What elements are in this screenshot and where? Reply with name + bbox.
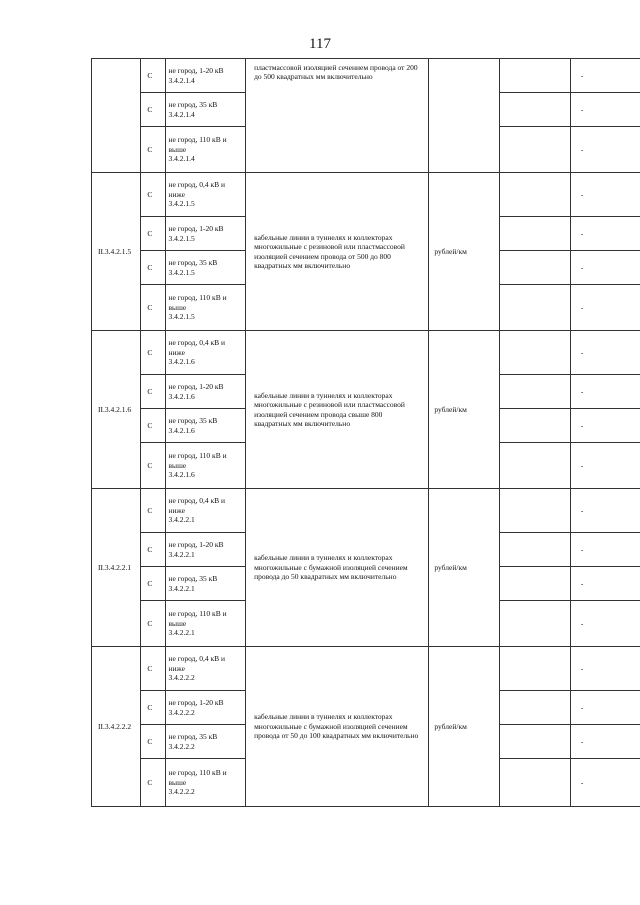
rate-value: - bbox=[499, 647, 640, 691]
tariff-code: II.3.4.2.2.1 bbox=[92, 489, 141, 647]
voltage-line: не город, 35 кВ bbox=[168, 574, 218, 584]
tariff-table-body bbox=[92, 59, 640, 807]
row-type: С bbox=[141, 59, 165, 93]
voltage-line: 3.4.2.2.1 bbox=[168, 628, 195, 638]
voltage-class bbox=[165, 127, 246, 173]
row-type: С bbox=[141, 601, 165, 647]
tariff-code: II.3.4.2.1.5 bbox=[92, 173, 141, 331]
voltage-line: 3.4.2.1.6 bbox=[168, 391, 195, 401]
voltage-line: выше bbox=[168, 460, 187, 470]
table-row bbox=[92, 59, 640, 93]
rate-value: - bbox=[499, 217, 640, 251]
voltage-class bbox=[165, 285, 246, 331]
voltage-line: 3.4.2.2.1 bbox=[168, 583, 195, 593]
tariff-code: II.3.4.2.2.2 bbox=[92, 647, 141, 807]
row-type: С bbox=[141, 409, 165, 443]
voltage-line: 3.4.2.1.6 bbox=[168, 357, 195, 367]
rate-value: - bbox=[499, 443, 640, 489]
row-type: С bbox=[141, 375, 165, 409]
line-description: кабельные линии в туннелях и коллекторах многожильные с бумажной изоляцией сечением провода до 50 квадратных мм включительно bbox=[246, 489, 429, 647]
voltage-line: 3.4.2.2.2 bbox=[168, 787, 195, 797]
rate-value: - bbox=[499, 59, 640, 93]
voltage-line: 3.4.2.1.5 bbox=[168, 233, 195, 243]
voltage-line: ниже bbox=[168, 663, 185, 673]
voltage-line: не город, 35 кВ bbox=[168, 258, 218, 268]
row-type: С bbox=[141, 251, 165, 285]
voltage-class bbox=[165, 331, 246, 375]
unit-of-measure: рублей/км bbox=[429, 647, 499, 807]
voltage-line: не город, 1-20 кВ bbox=[168, 224, 224, 234]
voltage-line: 3.4.2.2.2 bbox=[168, 741, 195, 751]
voltage-line: не город, 1-20 кВ bbox=[168, 698, 224, 708]
voltage-line: 3.4.2.2.1 bbox=[168, 515, 195, 525]
voltage-line: не город, 0,4 кВ и bbox=[168, 654, 225, 664]
rate-value: - bbox=[499, 533, 640, 567]
rate-value: - bbox=[499, 691, 640, 725]
voltage-class bbox=[165, 59, 246, 93]
voltage-line: 3.4.2.1.5 bbox=[168, 199, 195, 209]
voltage-line: 3.4.2.1.4 bbox=[168, 75, 195, 85]
voltage-line: не город, 0,4 кВ и bbox=[168, 338, 225, 348]
voltage-line: 3.4.2.2.1 bbox=[168, 549, 195, 559]
voltage-line: не город, 110 кВ и bbox=[168, 135, 227, 145]
tariff-code bbox=[92, 59, 141, 173]
voltage-line: не город, 110 кВ и bbox=[168, 609, 227, 619]
page-number: 117 bbox=[309, 36, 331, 52]
voltage-line: не город, 35 кВ bbox=[168, 100, 218, 110]
voltage-class bbox=[165, 533, 246, 567]
rate-value: - bbox=[499, 759, 640, 807]
rate-value: - bbox=[499, 375, 640, 409]
row-type: С bbox=[141, 127, 165, 173]
tariff-table bbox=[91, 58, 640, 807]
rate-value: - bbox=[499, 93, 640, 127]
row-type: С bbox=[141, 217, 165, 251]
table-row bbox=[92, 331, 640, 375]
voltage-line: не город, 110 кВ и bbox=[168, 768, 227, 778]
voltage-line: выше bbox=[168, 777, 187, 787]
row-type: С bbox=[141, 489, 165, 533]
voltage-class bbox=[165, 217, 246, 251]
voltage-class bbox=[165, 691, 246, 725]
voltage-class bbox=[165, 725, 246, 759]
voltage-line: 3.4.2.1.5 bbox=[168, 267, 195, 277]
line-description: кабельные линии в туннелях и коллекторах многожильные с бумажной изоляцией сечением провода от 50 до 100 квадратных мм включительно bbox=[246, 647, 429, 807]
voltage-class bbox=[165, 409, 246, 443]
voltage-line: выше bbox=[168, 618, 187, 628]
line-description: пластмассовой изоляцией сечением провода от 200 до 500 квадратных мм включительно bbox=[246, 59, 429, 173]
row-type: С bbox=[141, 173, 165, 217]
voltage-class bbox=[165, 443, 246, 489]
voltage-line: не город, 110 кВ и bbox=[168, 293, 227, 303]
rate-value: - bbox=[499, 409, 640, 443]
voltage-line: выше bbox=[168, 144, 187, 154]
row-type: С bbox=[141, 567, 165, 601]
rate-value: - bbox=[499, 567, 640, 601]
voltage-class bbox=[165, 567, 246, 601]
voltage-line: не город, 1-20 кВ bbox=[168, 382, 224, 392]
row-type: С bbox=[141, 647, 165, 691]
voltage-line: не город, 35 кВ bbox=[168, 732, 218, 742]
tariff-code: II.3.4.2.1.6 bbox=[92, 331, 141, 489]
row-type: С bbox=[141, 691, 165, 725]
unit-of-measure: рублей/км bbox=[429, 489, 499, 647]
table-row bbox=[92, 489, 640, 533]
voltage-class bbox=[165, 173, 246, 217]
rate-value: - bbox=[499, 285, 640, 331]
rate-value: - bbox=[499, 725, 640, 759]
voltage-class bbox=[165, 601, 246, 647]
voltage-class bbox=[165, 375, 246, 409]
voltage-line: 3.4.2.2.2 bbox=[168, 707, 195, 717]
row-type: С bbox=[141, 759, 165, 807]
table-row bbox=[92, 647, 640, 691]
rate-value: - bbox=[499, 173, 640, 217]
row-type: С bbox=[141, 93, 165, 127]
rate-value: - bbox=[499, 127, 640, 173]
voltage-class bbox=[165, 251, 246, 285]
voltage-class bbox=[165, 489, 246, 533]
voltage-line: 3.4.2.1.6 bbox=[168, 425, 195, 435]
voltage-line: ниже bbox=[168, 347, 185, 357]
rate-value: - bbox=[499, 251, 640, 285]
voltage-class bbox=[165, 759, 246, 807]
rate-value: - bbox=[499, 489, 640, 533]
unit-of-measure bbox=[429, 59, 499, 173]
voltage-line: не город, 35 кВ bbox=[168, 416, 218, 426]
line-description: кабельные линии в туннелях и коллекторах многожильные с резиновой или пластмассовой изоляцией сечением провода свыше 800 квадратных мм включительно bbox=[246, 331, 429, 489]
row-type: С bbox=[141, 443, 165, 489]
voltage-line: 3.4.2.1.5 bbox=[168, 312, 195, 322]
voltage-line: 3.4.2.1.4 bbox=[168, 109, 195, 119]
table-row bbox=[92, 173, 640, 217]
voltage-line: не город, 0,4 кВ и bbox=[168, 180, 225, 190]
unit-of-measure: рублей/км bbox=[429, 173, 499, 331]
voltage-line: не город, 1-20 кВ bbox=[168, 66, 224, 76]
row-type: С bbox=[141, 533, 165, 567]
voltage-line: 3.4.2.1.6 bbox=[168, 470, 195, 480]
voltage-line: ниже bbox=[168, 189, 185, 199]
row-type: С bbox=[141, 725, 165, 759]
rate-value: - bbox=[499, 331, 640, 375]
voltage-class bbox=[165, 93, 246, 127]
row-type: С bbox=[141, 331, 165, 375]
voltage-line: 3.4.2.2.2 bbox=[168, 673, 195, 683]
row-type: С bbox=[141, 285, 165, 331]
voltage-line: не город, 1-20 кВ bbox=[168, 540, 224, 550]
voltage-class bbox=[165, 647, 246, 691]
voltage-line: не город, 110 кВ и bbox=[168, 451, 227, 461]
voltage-line: выше bbox=[168, 302, 187, 312]
voltage-line: не город, 0,4 кВ и bbox=[168, 496, 225, 506]
line-description: кабельные линии в туннелях и коллекторах многожильные с резиновой или пластмассовой изоляцией сечением провода от 500 до 800 квадратных мм включительно bbox=[246, 173, 429, 331]
unit-of-measure: рублей/км bbox=[429, 331, 499, 489]
rate-value: - bbox=[499, 601, 640, 647]
voltage-line: ниже bbox=[168, 505, 185, 515]
voltage-line: 3.4.2.1.4 bbox=[168, 154, 195, 164]
